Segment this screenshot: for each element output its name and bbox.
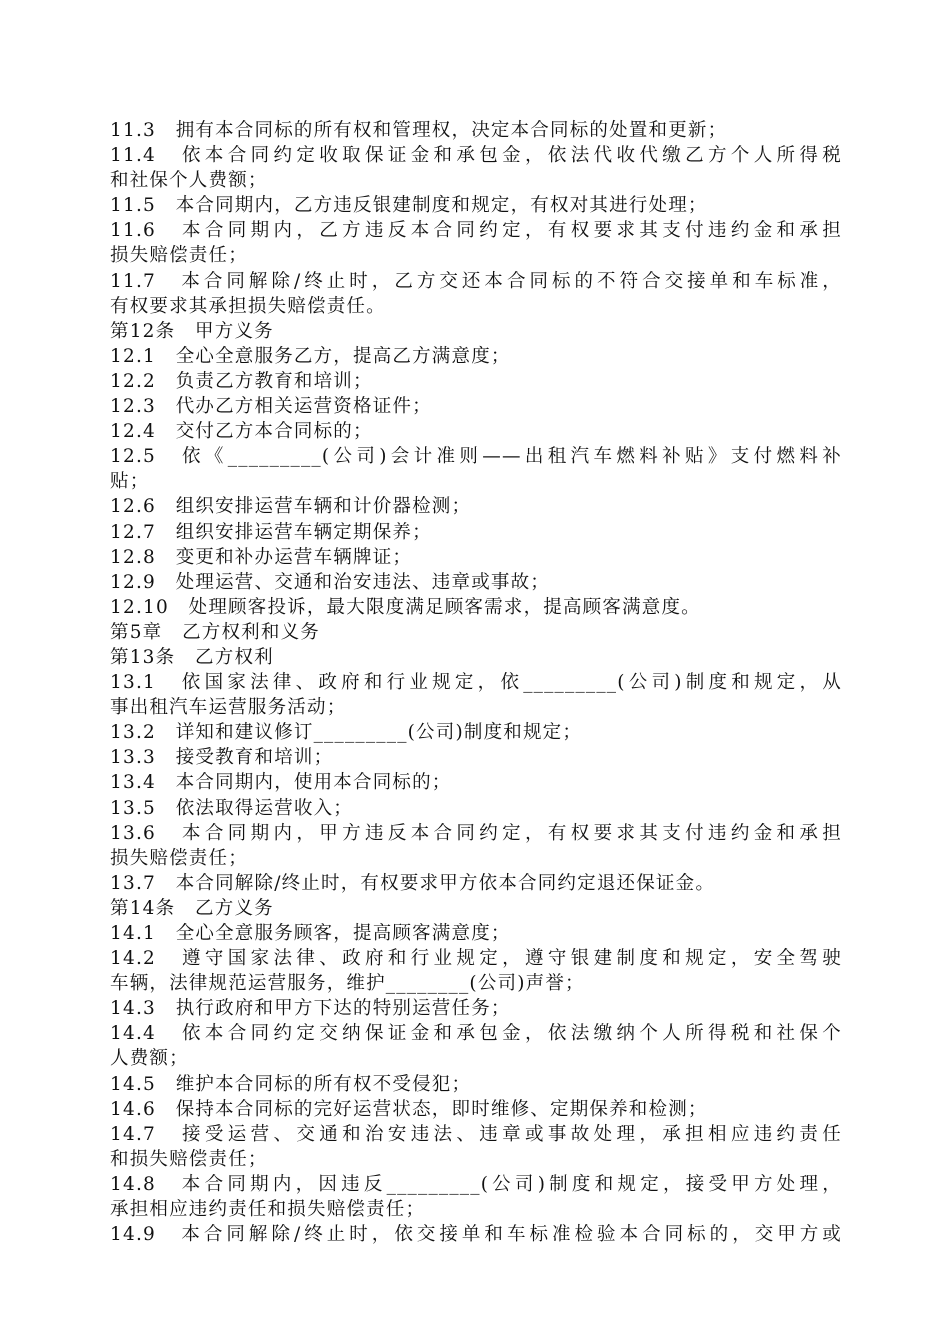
text-line: 11.3 拥有本合同标的所有权和管理权，决定本合同标的处置和更新； <box>110 120 728 141</box>
text-line: 14.6 保持本合同标的完好运营状态，即时维修、定期保养和检测； <box>110 1098 708 1120</box>
text-line: 13.5 依法取得运营收入； <box>110 797 353 819</box>
text-line: 13.4 本合同期内，使用本合同标的； <box>110 772 452 794</box>
text-line: 11.4 依本合同约定收取保证金和承包金，依法代收代缴乙方个人所得税 <box>110 145 842 167</box>
text-line: 12.6 组织安排运营车辆和计价器检测； <box>110 496 472 518</box>
text-line: 损失赔偿责任； <box>110 245 248 267</box>
text-line: 第13条 乙方权利 <box>110 646 274 668</box>
text-line: 13.1 依国家法律、政府和行业规定，依_________(公司)制度和规定，从 <box>110 672 842 694</box>
text-line: 车辆，法律规范运营服务，维护________(公司)声誉； <box>110 973 585 995</box>
text-line: 第14条 乙方义务 <box>110 897 274 919</box>
text-line: 11.5 本合同期内，乙方违反银建制度和规定，有权对其进行处理； <box>110 195 708 217</box>
text-line: 12.7 组织安排运营车辆定期保养； <box>110 521 432 543</box>
text-line: 13.6 本合同期内，甲方违反本合同约定，有权要求其支付违约金和承担 <box>110 822 842 844</box>
text-line: 14.8 本合同期内，因违反_________(公司)制度和规定，接受甲方处理， <box>110 1173 842 1195</box>
document-page <box>110 118 842 1247</box>
text-line: 损失赔偿责任； <box>110 847 248 869</box>
text-line: 14.7 接受运营、交通和治安违法、违章或事故处理，承担相应违约责任 <box>110 1123 842 1145</box>
text-line: 12.3 代办乙方相关运营资格证件； <box>110 396 432 418</box>
text-line: 12.1 全心全意服务乙方，提高乙方满意度； <box>110 345 511 367</box>
text-line: 第5章 乙方权利和义务 <box>110 621 320 643</box>
text-line: 12.8 变更和补办运营车辆牌证； <box>110 546 413 568</box>
text-line: 14.2 遵守国家法律、政府和行业规定，遵守银建制度和规定，安全驾驶 <box>110 948 842 970</box>
text-line: 人费额； <box>110 1048 189 1070</box>
text-line: 14.5 维护本合同标的所有权不受侵犯； <box>110 1073 472 1095</box>
text-line: 事出租汽车运营服务活动； <box>110 697 347 719</box>
text-line: 14.9 本合同解除/终止时，依交接单和车标准检验本合同标的，交甲方或 <box>110 1224 842 1246</box>
text-line: 和社保个人费额； <box>110 170 268 192</box>
text-line: 14.3 执行政府和甲方下达的特别运营任务； <box>110 998 511 1020</box>
text-line: 13.3 接受教育和培训； <box>110 747 334 769</box>
text-line: 11.6 本合同期内，乙方违反本合同约定，有权要求其支付违约金和承担 <box>110 220 842 242</box>
text-line: 12.5 依《_________(公司)会计准则——出租汽车燃料补贴》支付燃料补 <box>110 446 842 468</box>
text-line: 13.2 详知和建议修订_________(公司)制度和规定； <box>110 722 583 744</box>
text-line: 14.1 全心全意服务顾客，提高顾客满意度； <box>110 923 511 944</box>
text-line: 承担相应违约责任和损失赔偿责任； <box>110 1199 426 1221</box>
text-line: 12.2 负责乙方教育和培训； <box>110 370 373 392</box>
text-line: 12.9 处理运营、交通和治安违法、违章或事故； <box>110 571 550 593</box>
text-line: 有权要求其承担损失赔偿责任。 <box>110 295 386 317</box>
text-line: 14.4 依本合同约定交纳保证金和承包金，依法缴纳个人所得税和社保个 <box>110 1023 842 1045</box>
text-line: 和损失赔偿责任； <box>110 1148 268 1170</box>
text-line: 11.7 本合同解除/终止时，乙方交还本合同标的不符合交接单和车标准， <box>110 270 842 292</box>
text-line: 贴； <box>110 471 150 493</box>
text-line: 12.4 交付乙方本合同标的； <box>110 421 373 443</box>
text-line: 13.7 本合同解除/终止时，有权要求甲方依本合同约定退还保证金。 <box>110 872 716 894</box>
text-line: 12.10 处理顾客投诉，最大限度满足顾客需求，提高顾客满意度。 <box>110 596 701 618</box>
text-line: 第12条 甲方义务 <box>110 320 274 342</box>
